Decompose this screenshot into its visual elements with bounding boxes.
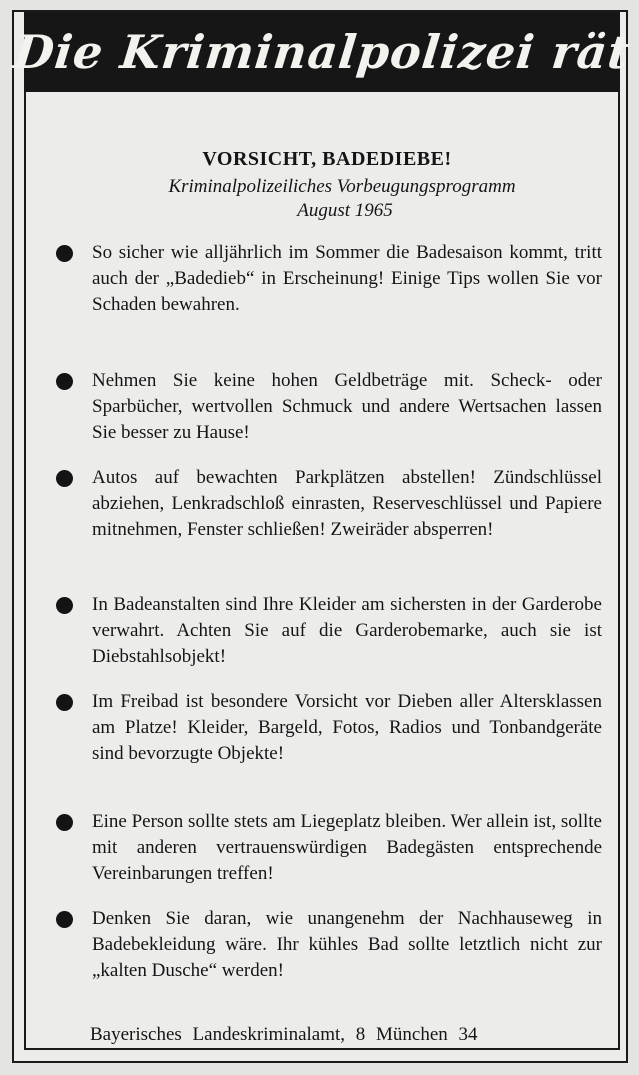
item-text: Nehmen Sie keine hohen Geldbeträge mit. Scheck- oder Sparbücher, wertvollen Schmuck und andere Wertsachen lassen Sie besser zu Hause! (92, 370, 602, 443)
list-item (56, 240, 602, 318)
item-text: In Badeanstalten sind Ihre Kleider am sichersten in der Garderobe verwahrt. Achten Sie auf die Garderobemarke, auch sie ist Diebstahlsobjekt! (92, 594, 602, 667)
item-text: Denken Sie daran, wie unangenehm der Nachhauseweg in Badebekleidung wäre. Ihr kühles Bad sollte letztlich nicht zur „kalten Dusche“ werden! (92, 908, 602, 981)
item-text: Autos auf bewachten Parkplätzen abstellen! Zündschlüssel abziehen, Lenkradschloß einrasten, Reserveschlüssel und Papiere mitnehmen, Fenster schließen! Zweiräder absperren! (92, 467, 602, 540)
list-item (56, 368, 602, 446)
list-item (56, 689, 602, 767)
bullet-icon (56, 597, 73, 614)
list-item (56, 809, 602, 887)
article-header (26, 148, 618, 223)
title-banner (11, 12, 633, 92)
article-box (24, 92, 620, 1050)
list-item (56, 906, 602, 984)
bullet-icon (56, 911, 73, 928)
banner-title: Die Kriminalpolizei rät (11, 25, 633, 79)
subline: Kriminalpolizeiliches Vorbeugungsprogramm (168, 176, 516, 197)
bullet-icon (56, 245, 73, 262)
bullet-icon (56, 694, 73, 711)
footer-credit: Bayerisches Landeskriminalamt, 8 München 34 (90, 1024, 478, 1045)
clipping (11, 10, 633, 1063)
bullet-icon (56, 470, 73, 487)
date-line: August 1965 (297, 200, 393, 221)
bullet-icon (56, 373, 73, 390)
item-text: Im Freibad ist besondere Vorsicht vor Dieben aller Altersklassen am Platze! Kleider, Bargeld, Fotos, Radios und Tonbandgeräte sind bevorzugte Objekte! (92, 691, 602, 764)
headline: VORSICHT, BADEDIEBE! (202, 148, 452, 170)
item-text: So sicher wie alljährlich im Sommer die Badesaison kommt, tritt auch der „Badedieb“ in Erscheinung! Einige Tips wollen Sie vor Schaden bewahren. (92, 242, 602, 315)
item-text: Eine Person sollte stets am Liegeplatz bleiben. Wer allein ist, sollte mit anderen vertrauenswürdigen Badegästen entsprechende Vereinbarungen treffen! (92, 811, 602, 884)
bullet-icon (56, 814, 73, 831)
list-item (56, 465, 602, 543)
list-item (56, 592, 602, 670)
